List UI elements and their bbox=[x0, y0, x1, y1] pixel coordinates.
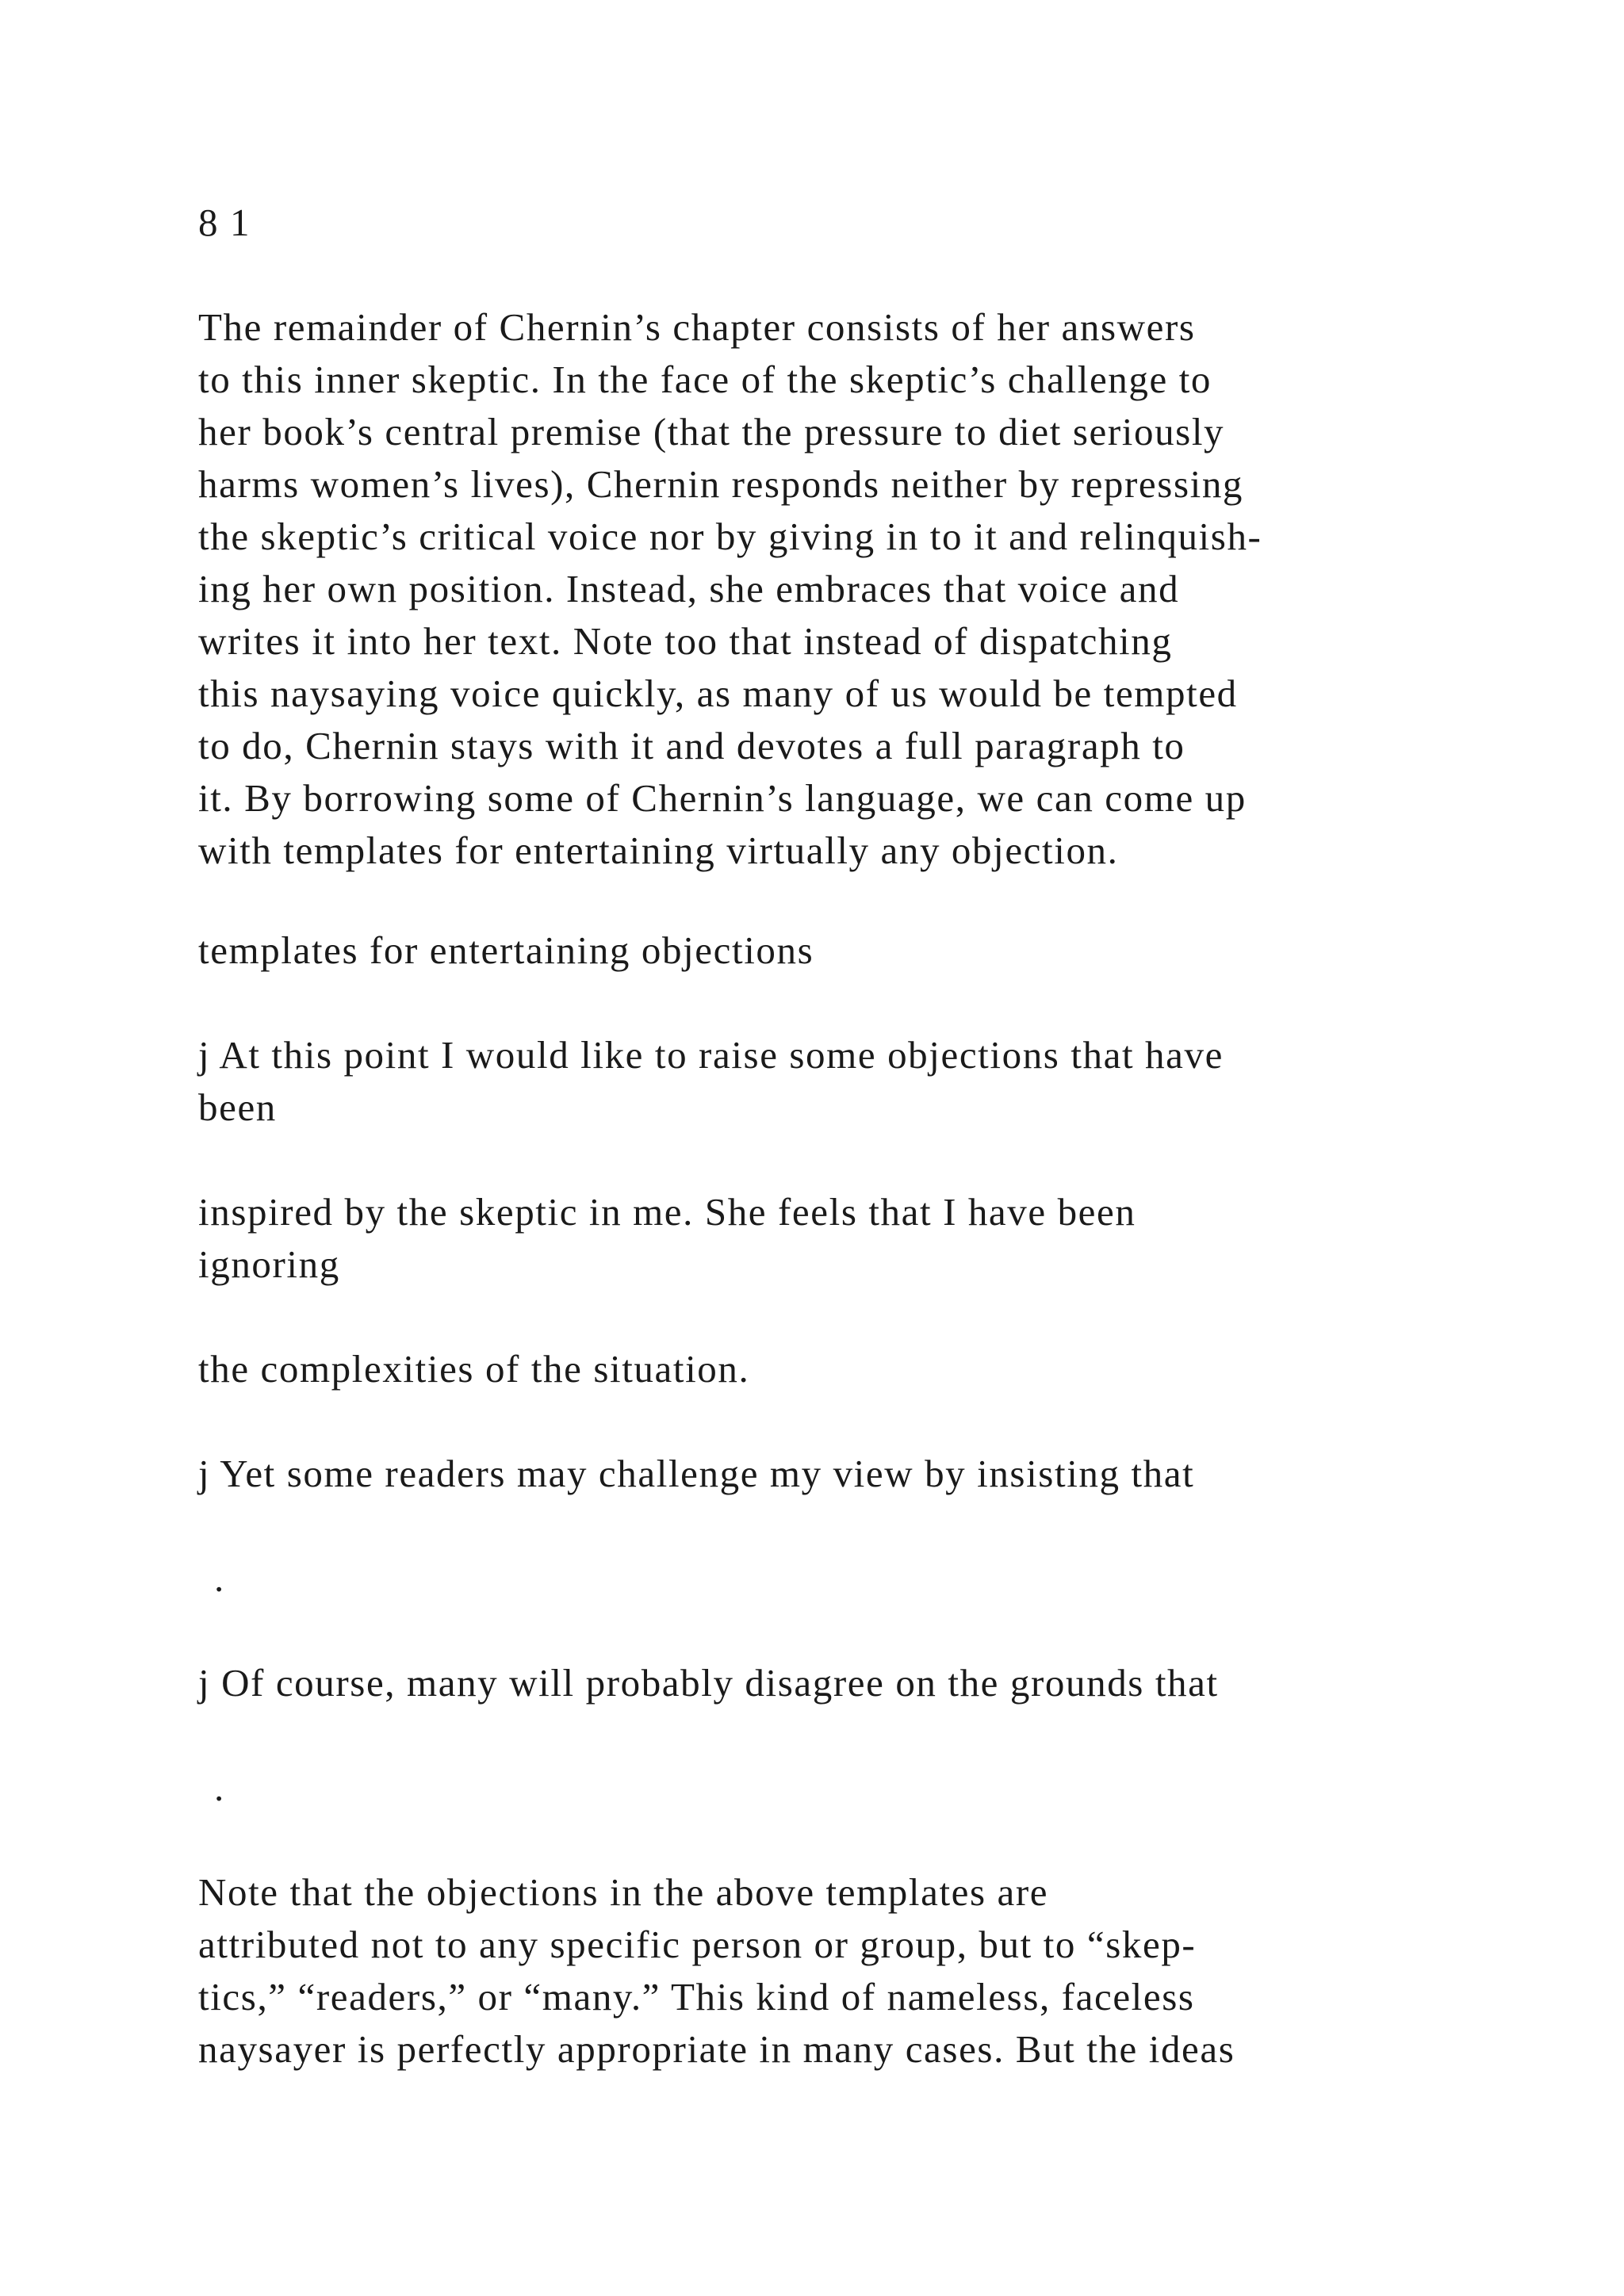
blank-period: . bbox=[214, 1556, 225, 1600]
template-1-first bbox=[198, 1029, 1224, 1134]
template-line: ignoring bbox=[198, 1242, 340, 1286]
paragraph-line: Note that the objections in the above templates are bbox=[198, 1870, 1049, 1914]
paragraph-line: ing her own position. Instead, she embraces that voice and bbox=[198, 567, 1180, 610]
body-paragraph-1 bbox=[198, 301, 1262, 877]
page-number: 8 1 bbox=[198, 201, 251, 244]
paragraph-line: attributed not to any specific person or group, but to “skep- bbox=[198, 1923, 1197, 1966]
blank-period: . bbox=[214, 1766, 225, 1809]
paragraph-line: The remainder of Chernin’s chapter consists of her answers bbox=[198, 305, 1196, 349]
paragraph-line: to this inner skeptic. In the face of the skeptic’s challenge to bbox=[198, 358, 1212, 401]
paragraph-line: this naysaying voice quickly, as many of us would be tempted bbox=[198, 672, 1238, 715]
template-line: been bbox=[198, 1085, 277, 1129]
template-line: inspired by the skeptic in me. She feels that I have been bbox=[198, 1190, 1136, 1234]
template-2: j Yet some readers may challenge my view by insisting that bbox=[198, 1452, 1195, 1495]
paragraph-line: harms women’s lives), Chernin responds neither by repressing bbox=[198, 462, 1244, 506]
template-1-third: the complexities of the situation. bbox=[198, 1347, 750, 1391]
paragraph-line: tics,” “readers,” or “many.” This kind of nameless, faceless bbox=[198, 1975, 1195, 2019]
body-paragraph-2 bbox=[198, 1866, 1235, 2076]
template-3-blank-end bbox=[198, 1762, 225, 1814]
paragraph-line: to do, Chernin stays with it and devotes a full paragraph to bbox=[198, 724, 1185, 767]
template-3: j Of course, many will probably disagree on the grounds that bbox=[198, 1661, 1219, 1705]
paragraph-line: naysayer is perfectly appropriate in many cases. But the ideas bbox=[198, 2027, 1235, 2071]
paragraph-line: with templates for entertaining virtually any objection. bbox=[198, 828, 1119, 872]
template-line: j At this point I would like to raise some objections that have bbox=[198, 1033, 1224, 1077]
paragraph-line: writes it into her text. Note too that instead of dispatching bbox=[198, 619, 1173, 663]
paragraph-line: it. By borrowing some of Chernin’s language, we can come up bbox=[198, 776, 1247, 820]
paragraph-line: the skeptic’s critical voice nor by giving in to it and relinquish- bbox=[198, 515, 1262, 558]
section-heading: templates for entertaining objections bbox=[198, 928, 814, 972]
paragraph-line: her book’s central premise (that the pressure to diet seriously bbox=[198, 410, 1225, 453]
template-2-blank-end bbox=[198, 1552, 225, 1605]
template-1-second bbox=[198, 1186, 1136, 1291]
